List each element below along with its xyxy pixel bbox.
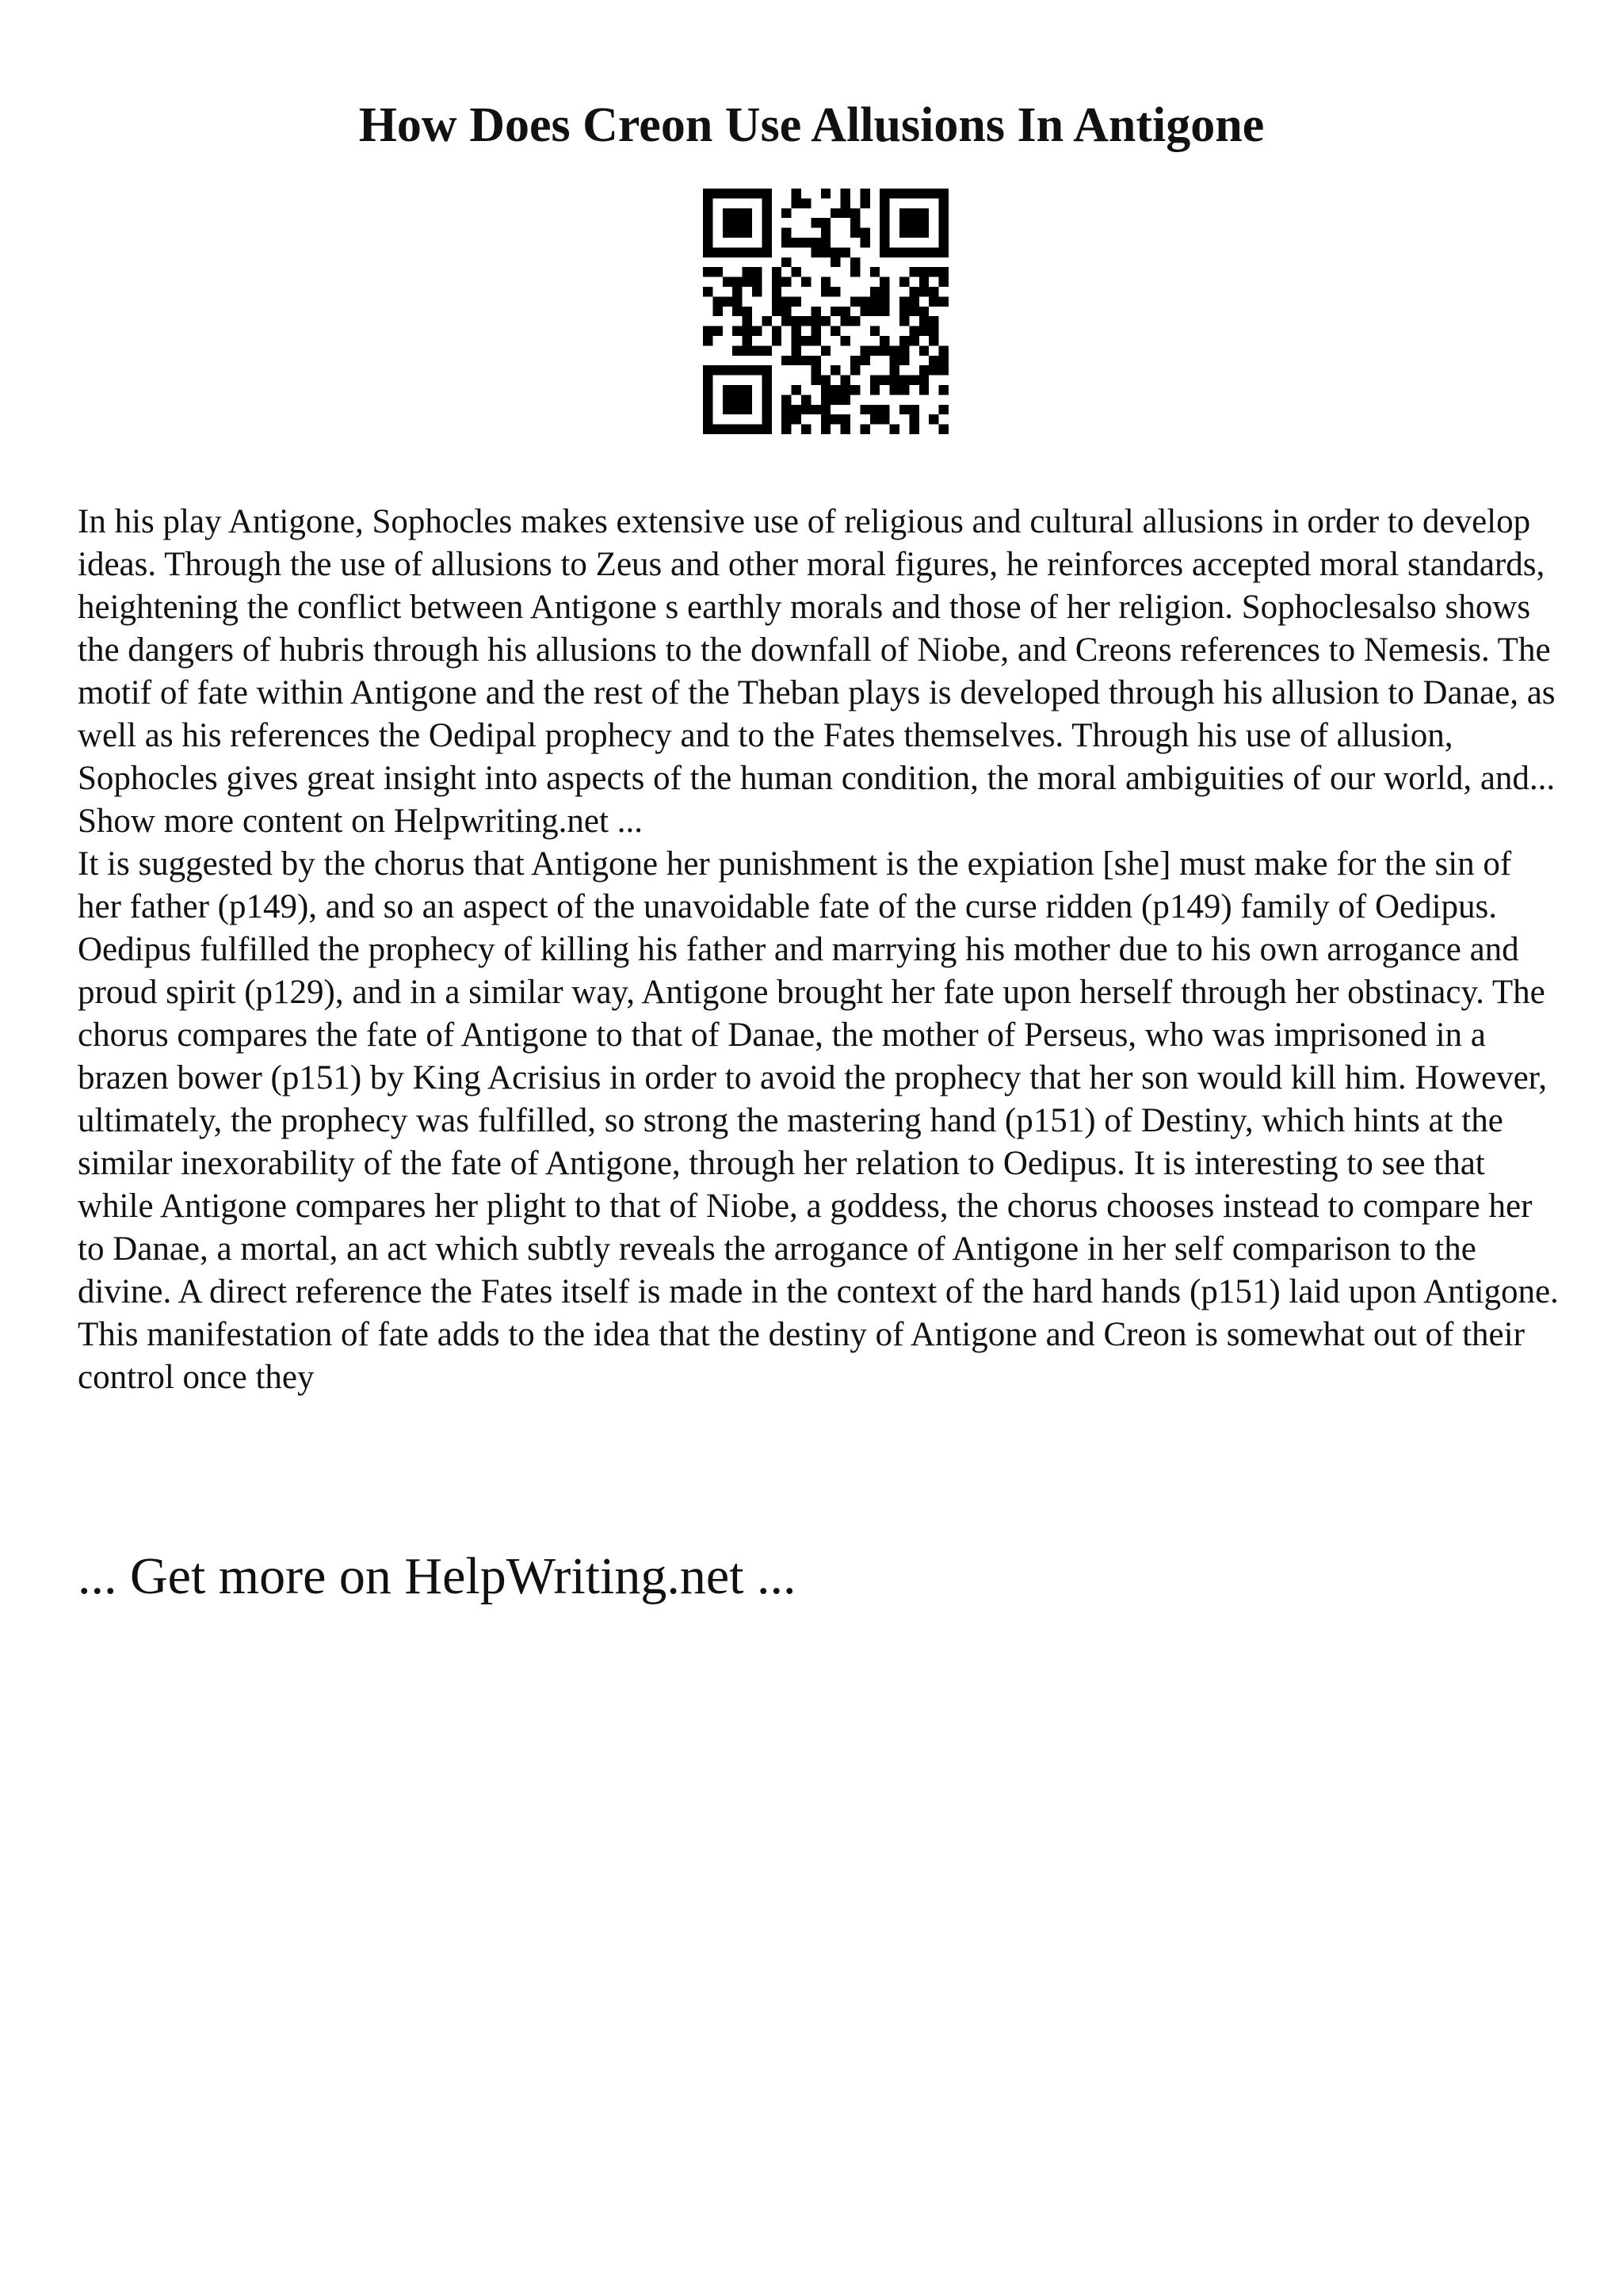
get-more-link[interactable]: ... Get more on HelpWriting.net ... bbox=[78, 1547, 796, 1605]
qr-code-icon bbox=[703, 189, 949, 434]
body-paragraph-1: In his play Antigone, Sophocles makes extensive use of religious and cultural allusions in order to develop ideas. Through the use of allusions to Zeus and other moral figures, he reinforces accepted moral standards, heightening the conflict between Antigone s earthly morals and those of her religion. Sophoclesalso shows the dangers of hubris through his allusions to the downfall of Niobe, and Creons references to Nemesis. The motif of fate within Antigone and the rest of the Theban plays is developed through his allusion to Danae, as well as his references the Oedipal prophecy and to the Fates themselves. Through his use of allusion, Sophocles gives great insight into aspects of the human condition, the moral ambiguities of our world, and... Show more content on Helpwriting.net ... bbox=[78, 503, 1556, 840]
qr-code-graphic bbox=[703, 189, 949, 434]
document-body bbox=[78, 501, 1560, 1399]
body-paragraph-2: It is suggested by the chorus that Antigone her punishment is the expiation [she] must make for the sin of her father (p149), and so an aspect of the unavoidable fate of the curse ridden (p149) family of Oedipus. Oedipus fulfilled the prophecy of killing his father and marrying his mother due to his own arrogance and proud spirit (p129), and in a similar way, Antigone brought her fate upon herself through her obstinacy. The chorus compares the fate of Antigone to that of Danae, the mother of Perseus, who was imprisoned in a brazen bower (p151) by King Acrisius in order to avoid the prophecy that her son would kill him. However, ultimately, the prophecy was fulfilled, so strong the mastering hand (p151) of Destiny, which hints at the similar inexorability of the fate of Antigone, through her relation to Oedipus. It is interesting to see that while Antigone compares her plight to that of Niobe, a goddess, the chorus chooses instead to compare her to Danae, a mortal, an act which subtly reveals the arrogance of Antigone in her self comparison to the divine. A direct reference the Fates itself is made in the context of the hard hands (p151) laid upon Antigone. This manifestation of fate adds to the idea that the destiny of Antigone and Creon is somewhat out of their control once they bbox=[78, 845, 1559, 1396]
document-title: How Does Creon Use Allusions In Antigone bbox=[358, 98, 1265, 152]
